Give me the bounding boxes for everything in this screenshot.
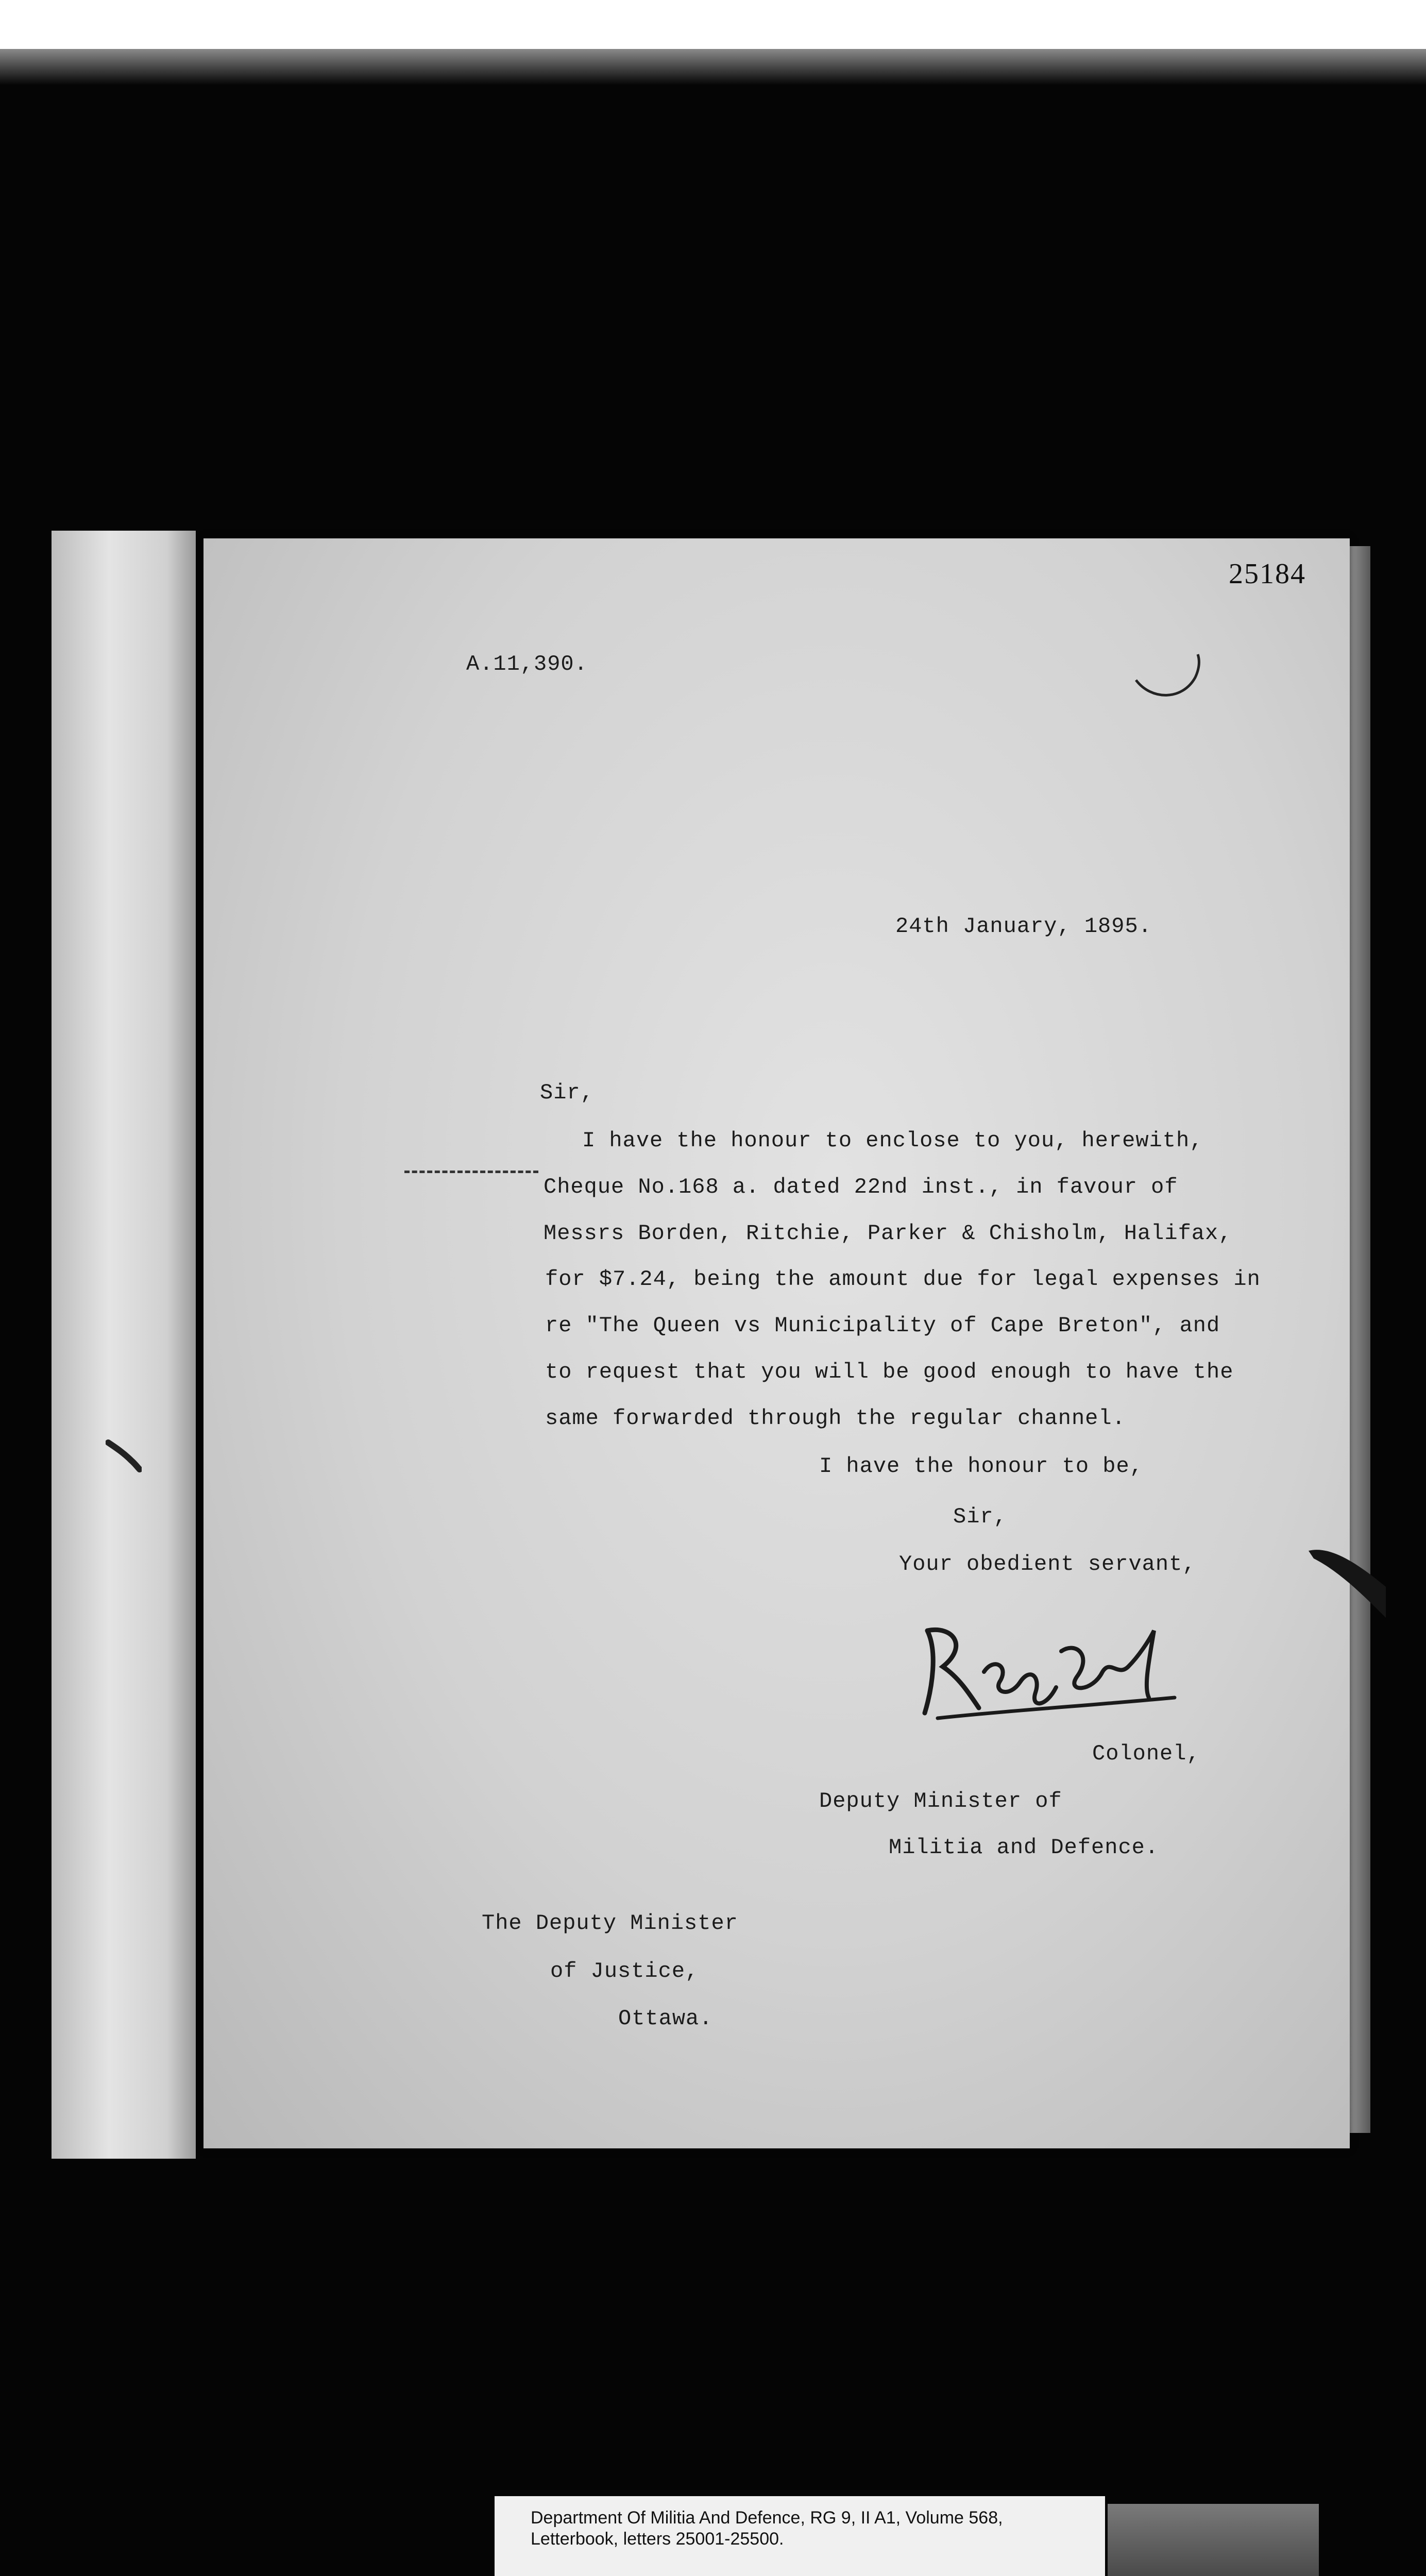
closing-line: I have the honour to be,	[819, 1454, 1143, 1479]
body-line: Cheque No.168 a. dated 22nd inst., in favour of	[544, 1175, 1178, 1199]
addressee-line1: The Deputy Minister	[482, 1911, 738, 1936]
handwritten-signature	[907, 1610, 1185, 1728]
microfilm-edge-shadow	[0, 49, 1426, 85]
signatory-title-line1: Deputy Minister of	[819, 1789, 1062, 1814]
facing-page-strip	[52, 531, 196, 2159]
body-line: to request that you will be good enough to have the	[545, 1360, 1234, 1384]
closing-sir: Sir,	[953, 1504, 1007, 1529]
reference-number: A.11,390.	[466, 652, 588, 676]
body-line: for $7.24, being the amount due for legal expenses in	[545, 1267, 1261, 1292]
caption-label-dark	[1108, 2504, 1319, 2576]
page-tab-shape	[1309, 1540, 1386, 1618]
sheet-number: 25184	[1229, 558, 1306, 590]
addressee-line2: of Justice,	[550, 1959, 699, 1984]
caption-line1: Department Of Militia And Defence, RG 9, II A1, Volume 568,	[531, 2508, 1003, 2528]
margin-dash-line	[404, 1171, 538, 1173]
caption-line2: Letterbook, letters 25001-25500.	[531, 2529, 784, 2549]
body-line: re "The Queen vs Municipality of Cape Breton", and	[545, 1313, 1220, 1338]
letter-date: 24th January, 1895.	[895, 914, 1152, 939]
salutation: Sir,	[540, 1080, 594, 1105]
body-line: I have the honour to enclose to you, herewith,	[582, 1128, 1203, 1153]
letter-page	[203, 538, 1350, 2148]
page-edge	[1347, 546, 1370, 2133]
body-line: Messrs Borden, Ritchie, Parker & Chisholm, Halifax,	[544, 1221, 1232, 1246]
pencil-mark	[1131, 649, 1208, 716]
signatory-rank: Colonel,	[1092, 1741, 1200, 1766]
addressee-line3: Ottawa.	[618, 2006, 713, 2031]
closing-servant: Your obedient servant,	[899, 1552, 1196, 1577]
microfilm-top-strip	[0, 0, 1426, 49]
body-line: same forwarded through the regular channel.	[545, 1406, 1126, 1431]
signatory-title-line2: Militia and Defence.	[889, 1835, 1159, 1860]
ink-blot-mark	[106, 1437, 142, 1473]
archive-caption	[495, 2496, 1105, 2576]
